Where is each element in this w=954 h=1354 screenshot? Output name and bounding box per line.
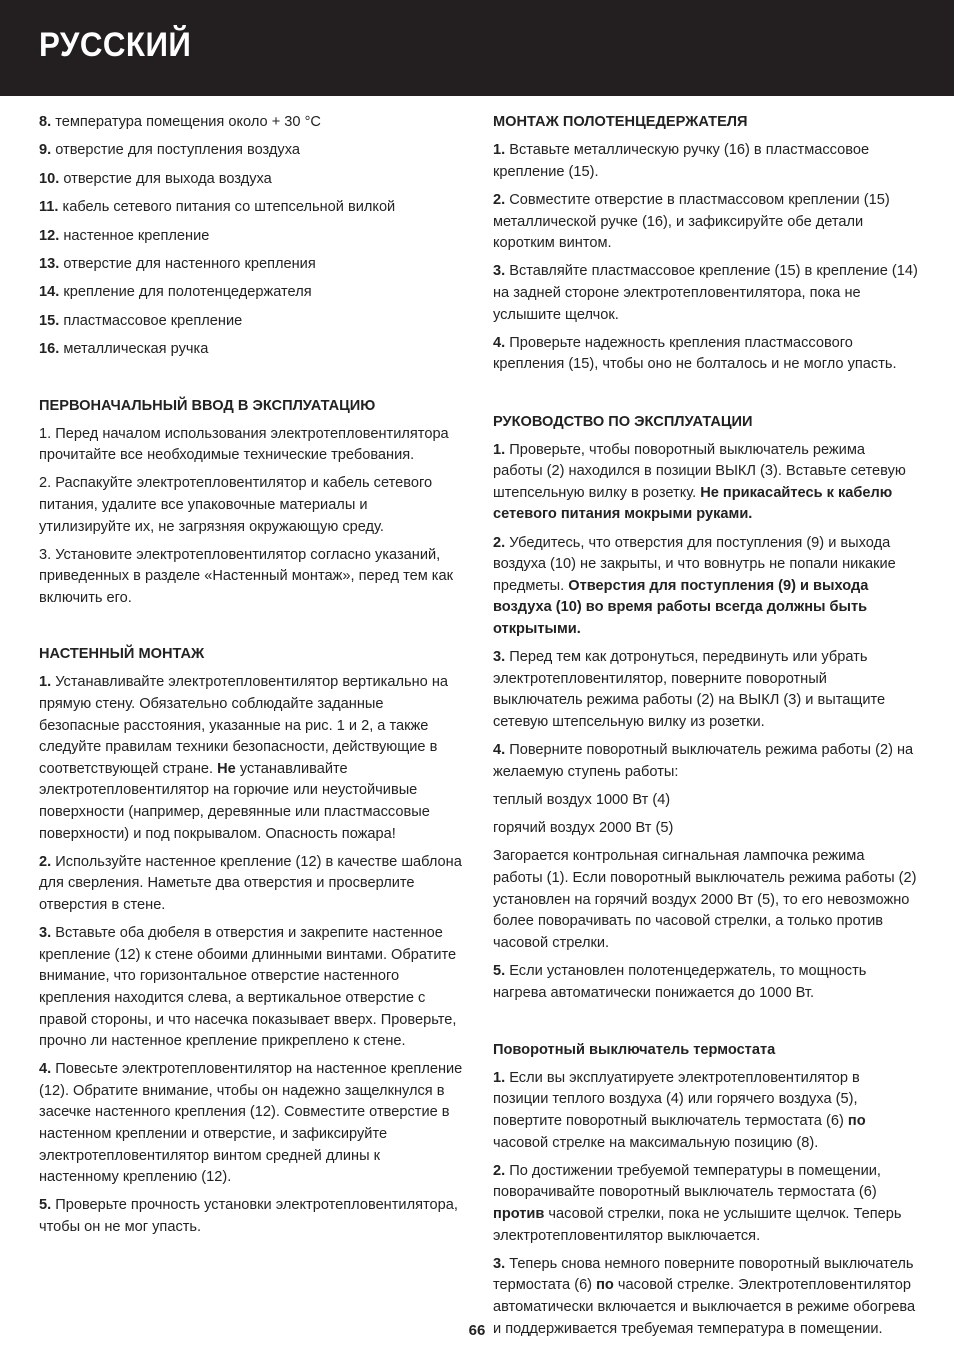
right-column (493, 112, 918, 1347)
paragraph: Загорается контрольная сигнальная лампочка режима работы (1). Если поворотный выключатель режима работы (2) установлен на горячий воздух 2000 Вт (5), то его невозможно более поворачивать по часовой стрелки, а только против часовой стрелки. (493, 848, 917, 951)
paragraph: 4. Поверните поворотный выключатель режима работы (2) на желаемую ступень работы: (493, 742, 914, 780)
section-heading-wall-mounting: НАСТЕННЫЙ МОНТАЖ (39, 646, 205, 663)
paragraph: 1. Если вы эксплуатируете электротепловентилятор в позиции теплого воздуха (4) или горячего воздуха (5), повертите поворотный выключатель термостата (6) по часовой стрелке на максимальную позицию (8). (493, 1069, 866, 1151)
paragraph: 2. Совместите отверстие в пластмассовом креплении (15) металлической ручке (16), и зафиксируйте обе детали коротким винтом. (493, 191, 890, 252)
paragraph: 1. Устанавливайте электротепловентилятор вертикально на прямую стену. Обязательно соблюдайте заданные безопасные расстояния, указанные на рис. 1 и 2, а также следуйте правилам техники безопасности, действующие в соответствующей стране. Не устанавливайте электротепловентилятор на горючие или неустойчивые поверхности (например, деревянные или пластмассовые поверхности) и под покрывалом. Опасность пожара! (39, 674, 449, 842)
paragraph: 3. Вставляйте пластмассовое крепление (15) в крепление (14) на задней стороне электротепловентилятора, пока не услышите щелчок. (493, 263, 918, 323)
list-item: 13. отверстие для настенного крепления (39, 255, 316, 272)
paragraph: 2. Используйте настенное крепление (12) в качестве шаблона для сверления. Наметьте два отверстия и просверлите отверстия в стене. (39, 853, 462, 913)
language-header-bar (0, 0, 954, 96)
paragraph: 3. Теперь снова немного поверните поворотный выключатель термостата (6) по часовой стрелке. Электротепловентилятор автоматически включается и выключается в режиме обогрева и поддерживается требуемая температура в помещении. (493, 1255, 916, 1337)
page-number: 66 (468, 1322, 486, 1339)
list-item: 15. пластмассовое крепление (39, 312, 243, 329)
paragraph: 4. Проверьте надежность крепления пластмассового крепления (15), чтобы оно не болталось и не могло упасть. (493, 334, 897, 373)
list-item: 8. температура помещения около + 30 °C (39, 114, 321, 130)
paragraph: 2. Убедитесь, что отверстия для поступления (9) и выхода воздуха (10) не закрыты, и что вовнутрь не попали никакие предметы. Отверстия для поступления (9) и выхода воздуха (10) во время работы всегда должны быть открытыми. (493, 534, 896, 638)
list-item: 16. металлическая ручка (39, 341, 209, 358)
list-item: 9. отверстие для поступления воздуха (39, 142, 300, 159)
paragraph: 1. Перед началом использования электротепловентилятора прочитайте все необходимые технические требования. (39, 425, 449, 464)
left-column (39, 112, 463, 1245)
list-item: 10. отверстие для выхода воздуха (39, 170, 272, 187)
paragraph: 4. Повесьте электротепловентилятор на настенное крепление (12). Обратите внимание, чтобы он надежно защелкнулся в засечке настенного крепления (12). Совместите отверстие в настенном креплении и отверстие, и зафиксируйте электротепловентилятор винтом средней длины к настенному креплению (12). (39, 1061, 463, 1186)
parts-list (39, 112, 463, 361)
page-title: РУССКИЙ (39, 26, 192, 64)
section-heading-operating-manual: РУКОВОДСТВО ПО ЭКСПЛУАТАЦИИ (493, 413, 753, 430)
paragraph: 1. Вставьте металлическую ручку (16) в пластмассовое крепление (15). (493, 142, 870, 180)
paragraph: 3. Установите электротепловентилятор согласно указаний, приведенных в разделе «Настенный монтаж», перед тем как включить его. (39, 546, 454, 607)
section-heading-towel-holder: МОНТАЖ ПОЛОТЕНЦЕДЕРЖАТЕЛЯ (493, 114, 748, 130)
paragraph: 5. Проверьте прочность установки электротепловентилятора, чтобы он не мог упасть. (39, 1197, 458, 1236)
section-heading-first-use: ПЕРВОНАЧАЛЬНЫЙ ВВОД В ЭКСПЛУАТАЦИЮ (39, 397, 376, 414)
paragraph: 5. Если установлен полотенцедержатель, то мощность нагрева автоматически понижается до 1000 Вт. (493, 962, 867, 1001)
section-heading-thermostat: Поворотный выключатель термостата (493, 1041, 776, 1058)
paragraph: 2. По достижении требуемой температуры в помещении, поворачивайте поворотный выключатель термостата (6) против часовой стрелки, пока не услышите щелчок. Теперь электротепловентилятор выключается. (493, 1162, 902, 1244)
paragraph: 2. Распакуйте электротепловентилятор и кабель сетевого питания, удалите все упаковочные материалы и утилизируйте их, не загрязняя окружающую среду. (39, 475, 433, 535)
list-item: 14. крепление для полотенцедержателя (39, 284, 312, 301)
list-item: 12. настенное крепление (39, 227, 210, 244)
mode-option: теплый воздух 1000 Вт (4) (493, 791, 671, 808)
mode-option: горячий воздух 2000 Вт (5) (493, 820, 674, 837)
paragraph: 3. Перед тем как дотронуться, передвинуть или убрать электротепловентилятор, поверните поворотный выключатель режима работы (2) на ВЫКЛ (3) и вытащите сетевую штепсельную вилку из розетки. (493, 649, 886, 730)
paragraph: 3. Вставьте оба дюбеля в отверстия и закрепите настенное крепление (12) к стене обоими длинными винтами. Обратите внимание, что горизонтальное отверстие настенного крепления находится слева, а вертикальное отверстие с правой стороны, и что насечка показывает вверх. Проверьте, прочно ли настенное крепление прикреплено к стене. (39, 925, 457, 1050)
paragraph: 1. Проверьте, чтобы поворотный выключатель режима работы (2) находился в позиции ВЫКЛ (3). Вставьте сетевую штепсельную вилку в розетку. Не прикасайтесь к кабелю сетевого питания мокрыми руками. (493, 441, 906, 523)
list-item: 11. кабель сетевого питания со штепсельной вилкой (39, 199, 396, 216)
